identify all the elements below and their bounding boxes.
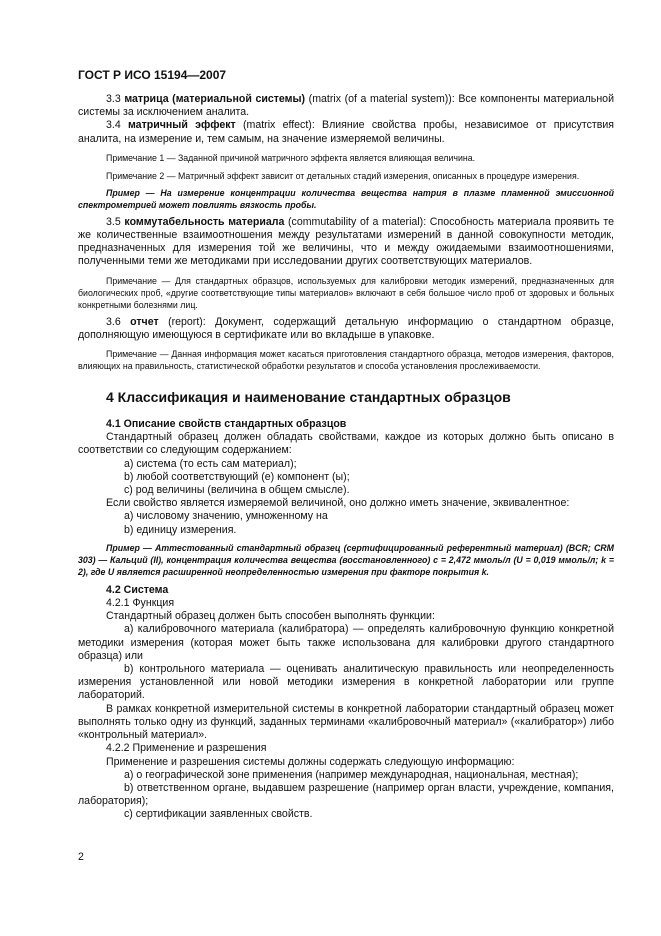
note-3-6: Примечание — Данная информация может касаться приготовления стандартного образца, методов измерения, факторов, влияющих на правильность, статистической обработки результатов и способа установления прослеживаемости.	[78, 349, 614, 372]
note-3-5: Примечание — Для стандартных образцов, используемых для калибровки методик измерений, предназначенных для биологических проб, «другие соответствующие типы материалов» включают в себя большое число проб от здоровых и больных конкретными болезнями лиц.	[78, 275, 614, 310]
item-number: 3.5	[106, 215, 121, 228]
term-definition: (matrix (of a material system)): Все компоненты материальной системы за исключением аналита.	[78, 93, 614, 119]
page-number: 2	[78, 851, 84, 863]
function-p2: В рамках конкретной измерительной системы в конкретной лаборатории стандартный образец может выполнять только одну из функций, заданных терминами «калибровочный материал» («калибратор») либо «контрольный материал».	[78, 702, 614, 742]
list-item: c) род величины (величина в общем смысле).	[124, 484, 350, 497]
list-item: a) числовому значению, умноженному на	[124, 510, 328, 523]
subsection-4-1-intro: Стандартный образец должен обладать свойствами, каждое из которых должно быть описано в соответствии со следующим содержанием:	[78, 431, 614, 457]
function-b: b) контрольного материала — оценивать аналитическую правильность или неопределенность измерения установленной или новой методики измерения в конкретной лаборатории или группе лабораторий.	[78, 663, 614, 702]
item-number: 3.6	[106, 315, 121, 328]
term-3-4	[78, 119, 614, 145]
permission-b: b) ответственном органе, выдавшем разрешение (например орган власти, учреждение, компания, лаборатория);	[78, 781, 614, 808]
subsection-4-1-title: 4.1 Описание свойств стандартных образцов	[106, 418, 347, 431]
subsection-4-2-1-title: 4.2.1 Функция	[106, 597, 175, 610]
term-3-6	[78, 316, 614, 342]
note-3-4-2: Примечание 2 — Матричный эффект зависит от детальных стадий измерения, описанных в процедуре измерения.	[106, 170, 580, 181]
term-3-5	[78, 216, 614, 269]
item-number: 3.4	[106, 119, 121, 132]
term-name: коммутабельность материала	[124, 215, 285, 228]
term-definition: (report): Документ, содержащий детальную информацию о стандартном образце, дополняющую имеющуюся в сертификате или во вкладыше в упаковке.	[78, 315, 614, 341]
permissions-intro: Применение и разрешения системы должны содержать следующую информацию:	[106, 755, 515, 768]
subsection-4-2-title: 4.2 Система	[106, 583, 169, 596]
item-number: 3.3	[106, 93, 121, 105]
function-intro: Стандартный образец должен быть способен выполнять функции:	[106, 610, 435, 623]
term-name: отчет	[130, 315, 159, 328]
subsection-4-2-2-title: 4.2.2 Применение и разрешения	[106, 742, 267, 755]
list-item: a) система (то есть сам материал);	[124, 457, 297, 470]
term-name: матрица (материальной системы)	[124, 93, 306, 105]
list-item: b) единицу измерения.	[124, 523, 237, 536]
example-4-1: Пример — Аттестованный стандартный образец (сертифицированный референтный материал) (BCR; CRM 303) — Кальций (II), концентрация количества вещества (восстановленного) c = 2,472 ммоль/л (U = 0,019 ммоль/л; k = 2), где U является расширенной неопределенностью измерения при факторе покрытия k.	[78, 542, 614, 577]
term-definition: (commutability of a material): Способность материала проявить те же количественные взаимоотношения между результатами измерений в данной совокупности методик, предназначенных для измерения той же величины, что и между ожидаемыми взаимоотношениями, полученными теми же методиками при исследовании других соответствующих материалов.	[78, 215, 614, 268]
note-3-4-1: Примечание 1 — Заданной причиной матричного эффекта является влияющая величина.	[106, 152, 476, 163]
example-3-4: Пример — На измерение концентрации количества вещества натрия в плазме пламенной эмиссионной спектрометрией может повлиять вязкость пробы.	[78, 187, 614, 210]
subsection-4-1-p2: Если свойство является измеряемой величиной, оно должно иметь значение, эквивалентное:	[106, 497, 570, 510]
list-item: b) любой соответствующий (е) компонент (ы);	[124, 470, 350, 483]
permission-a: a) о географической зоне применения (например международная, национальная, местная);	[124, 768, 579, 781]
permission-c: c) сертификации заявленных свойств.	[124, 808, 313, 821]
function-a: a) калибровочного материала (калибратора) — определять калибровочную функцию конкретной методики измерения (которая может быть также использована для калибровки другого стандартного образца) или	[78, 623, 614, 662]
term-definition: (matrix effect): Влияние свойства пробы, независимое от присутствия аналита, на измерение и, тем самым, на значение измеряемой величины.	[78, 119, 614, 145]
section-4-title: 4 Классификация и наименование стандартных образцов	[106, 389, 511, 406]
document-header: ГОСТ Р ИСО 15194—2007	[78, 68, 227, 82]
page-content	[78, 93, 614, 822]
term-name: матричный эффект	[127, 119, 236, 132]
term-3-3	[78, 93, 614, 119]
